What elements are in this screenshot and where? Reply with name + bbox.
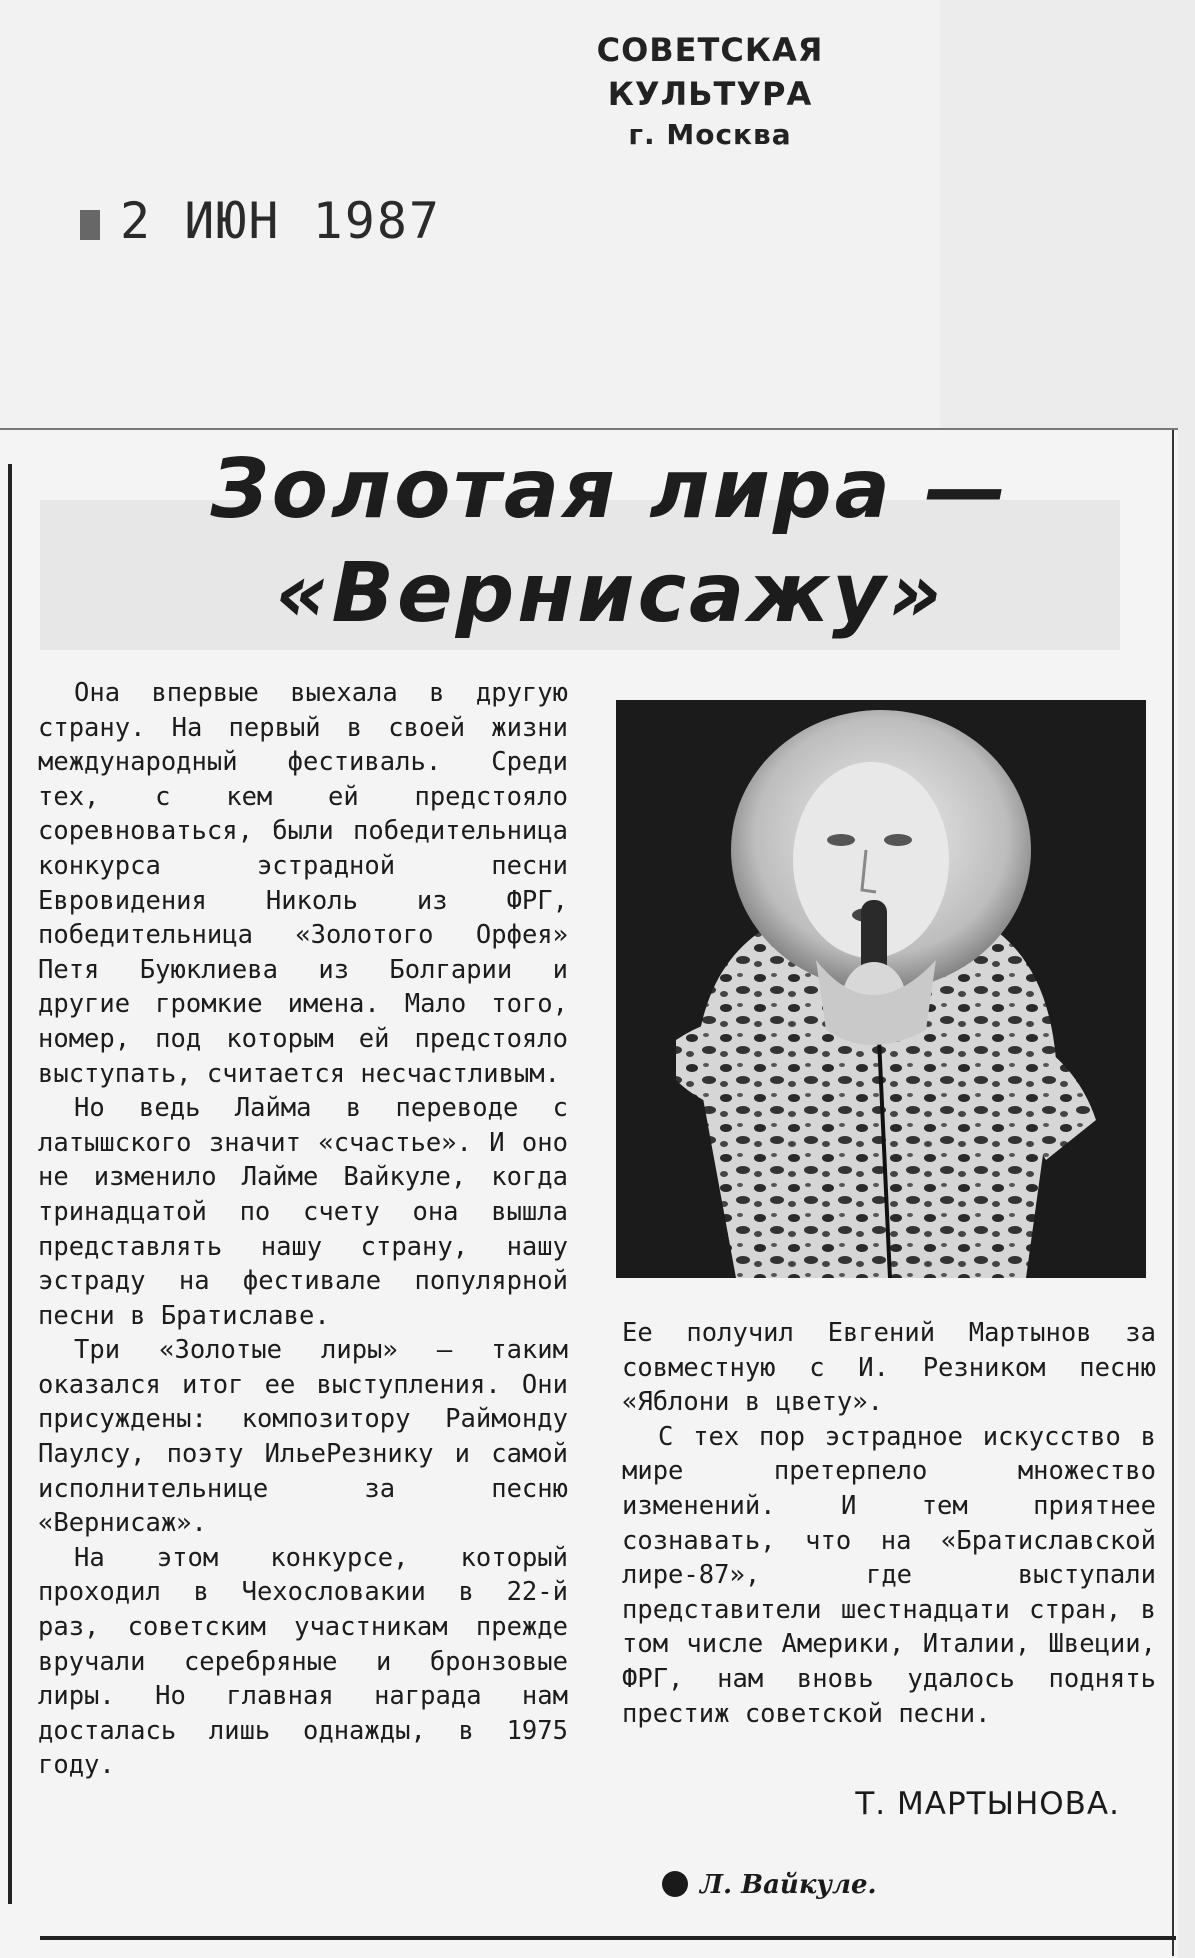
article-paragraph: С тех пор эстрадное искусство в мире претерпело множество изменений. И тем приятнее сознавать, что на «Братиславской лире-87», где выступали представители шестнадцати стран, в том числе Америки, Италии, Швеции, ФРГ, нам вновь удалось поднять престиж советской песни.	[622, 1421, 1156, 1729]
newspaper-stamp	[500, 28, 920, 154]
article-column-right	[622, 1316, 1156, 1731]
article-paragraph: На этом конкурсе, который проходил в Чехословакии в 22-й раз, советским участникам прежде вручали серебряные и бронзовые лиры. Но главная награда нам досталась лишь однажды, в 1975 году.	[38, 1542, 568, 1781]
article-column-left	[38, 676, 568, 1783]
clipping-bottom-rule	[40, 1936, 1176, 1940]
bullet-icon	[662, 1871, 688, 1897]
clipping-left-rule	[8, 464, 12, 1904]
article-paragraph: Но ведь Лайма в переводе с латышского значит «счастье». И оно не изменило Лайме Вайкуле, когда тринадцатой по счету она вышла представлять нашу страну, нашу эстраду на фестивале популярной песни в Братиславе.	[38, 1093, 568, 1331]
headline-line-2: «Вернисажу»	[275, 546, 945, 641]
article-paragraph: Ее получил Евгений Мартынов за совместную с И. Резником песню «Яблони в цвету».	[622, 1318, 1156, 1418]
photo-caption	[662, 1870, 1022, 1900]
clipping-right-edge	[1172, 430, 1174, 1956]
stamp-city: г. Москва	[628, 118, 792, 151]
singer-photo-illustration	[616, 700, 1146, 1278]
headline-line-1: Золотая лира —	[210, 442, 1010, 537]
article-paragraph: Она впервые выехала в другую страну. На первый в своей жизни международный фестиваль. Среди тех, с кем ей предстояло соревноваться, были победительница конкурса эстрадной песни Евровидения Николь из ФРГ, победительница «Золотого Орфея» Петя Буюклиева из Болгарии и другие громкие имена. Мало того, номер, под которым ей предстояло выступать, считается несчастливым.	[38, 678, 568, 1089]
author-signature: Т. МАРТЫНОВА.	[855, 1786, 1120, 1822]
photo-caption-text: Л. Вайкуле.	[700, 1870, 877, 1900]
date-stamp	[80, 192, 441, 250]
article-paragraph: Три «Золотые лиры» — таким оказался итог ее выступления. Они присуждены: композитору Раймонду Паулсу, поэту ИльеРезнику и самой исполнительнице за песню «Вернисаж».	[38, 1335, 568, 1539]
stamp-newspaper-name: СОВЕТСКАЯ КУЛЬТУРА	[596, 31, 824, 113]
ink-mark-icon	[80, 210, 100, 240]
print-bleed-smudge	[40, 500, 1120, 650]
singer-photo	[616, 700, 1146, 1278]
date-stamp-text: 2 ИЮН 1987	[120, 192, 442, 250]
